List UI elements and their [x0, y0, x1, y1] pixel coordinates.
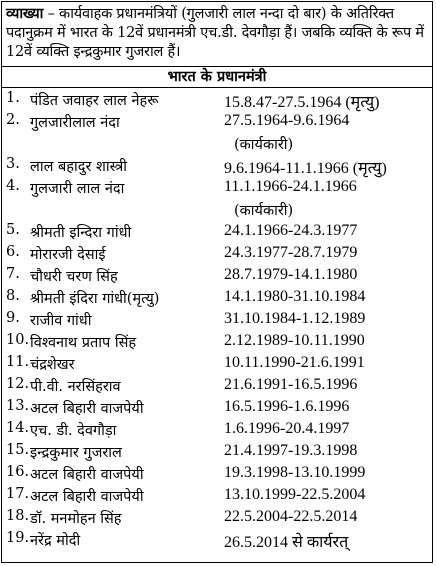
prime-minister-list: [6, 90, 432, 552]
term-note: (कार्यकारी): [234, 137, 294, 153]
pm-name: पंडित जवाहर लाल नेहरू: [30, 93, 159, 109]
pm-name: पी.वी. नरसिंहराव: [30, 379, 121, 395]
item-number: 18.: [6, 508, 30, 524]
term-dates: 13.10.1999-22.5.2004: [224, 486, 366, 503]
item-number: 10.: [6, 332, 30, 348]
pm-name: अटल बिहारी वाजपेयी: [30, 489, 144, 505]
pm-name: विश्वनाथ प्रताप सिंह: [30, 335, 137, 351]
intro-text: – कार्यवाहक प्रधानमंत्रियों (गुलजारी लाल नन्दा दो बार) के अतिरिक्त पदानुक्रम में भारत के 12वें प्रधानमंत्री एच.डी. देवगौड़ा हैं। जबकि व्यक्ति के रूप में 12वें व्यक्ति इन्द्रकुमार गुजराल हैं।: [6, 6, 424, 60]
item-number: 3.: [6, 156, 20, 172]
list-item: [6, 266, 432, 288]
item-number: 6.: [6, 244, 20, 260]
pm-name: चौधरी चरण सिंह: [30, 269, 118, 285]
item-number: 12.: [6, 376, 30, 392]
term-dates: 26.5.2014 से कार्यरत्: [224, 534, 349, 551]
list-item: [6, 244, 432, 266]
term-dates: 19.3.1998-13.10.1999: [224, 464, 366, 481]
item-number: 2.: [6, 112, 20, 128]
pm-name: श्रीमती इंदिरा गांधी(मृत्यु): [30, 291, 160, 307]
list-item: [6, 508, 432, 530]
list-item: [6, 288, 432, 310]
pm-name: अटल बिहारी वाजपेयी: [30, 401, 144, 417]
list-item: [6, 376, 432, 398]
pm-name: इन्द्रकुमार गुजराल: [30, 445, 122, 461]
item-number: 8.: [6, 288, 20, 304]
item-number: 16.: [6, 464, 30, 480]
term-dates: 27.5.1964-9.6.1964: [224, 112, 350, 129]
item-number: 13.: [6, 398, 30, 414]
list-item: [6, 486, 432, 508]
item-number: 19.: [6, 530, 30, 546]
pm-name: मोरारजी देसाई: [30, 247, 106, 263]
pm-name: गुलजारी लाल नंदा: [30, 181, 125, 197]
list-item: [6, 222, 432, 244]
term-dates: 28.7.1979-14.1.1980: [224, 266, 358, 283]
list-item: [6, 332, 432, 354]
item-number: 11.: [6, 354, 30, 370]
list-item: [6, 112, 432, 156]
pm-name: श्रीमती इन्दिरा गांधी: [30, 225, 132, 241]
list-item: [6, 398, 432, 420]
intro-lead: व्याख्या: [6, 5, 44, 22]
list-item: [6, 310, 432, 332]
term-dates: 21.6.1991-16.5.1996: [224, 376, 358, 393]
list-item: [6, 90, 432, 112]
pm-name: चंद्रशेखर: [30, 357, 75, 373]
item-number: 17.: [6, 486, 30, 502]
pm-name: राजीव गांधी: [30, 313, 92, 329]
pm-name: अटल बिहारी वाजपेयी: [30, 467, 144, 483]
term-dates: 24.1.1966-24.3.1977: [224, 222, 358, 239]
term-dates: 22.5.2004-22.5.2014: [224, 508, 358, 525]
intro-paragraph: [6, 4, 430, 62]
term-note: (कार्यकारी): [234, 203, 294, 219]
divider-bottom: [1, 87, 433, 88]
item-number: 5.: [6, 222, 20, 238]
list-item: [6, 354, 432, 376]
list-item: [6, 178, 432, 222]
pm-name: डॉ. मनमोहन सिंह: [30, 511, 122, 527]
term-dates: 1.6.1996-20.4.1997: [224, 420, 350, 437]
pm-name: नरेंद्र मोदी: [30, 533, 81, 549]
term-dates: 15.8.47-27.5.1964 (मृत्यु): [224, 94, 380, 111]
term-dates: 14.1.1980-31.10.1984: [224, 288, 366, 305]
item-number: 1.: [6, 90, 20, 106]
term-dates: 2.12.1989-10.11.1990: [224, 332, 365, 349]
list-item: [6, 420, 432, 442]
item-number: 4.: [6, 178, 20, 194]
list-item: [6, 156, 432, 178]
item-number: 9.: [6, 310, 20, 326]
term-dates: 16.5.1996-1.6.1996: [224, 398, 350, 415]
pm-name: लाल बहादुर शास्त्री: [30, 159, 128, 175]
item-number: 7.: [6, 266, 20, 282]
term-dates: 10.11.1990-21.6.1991: [224, 354, 365, 371]
item-number: 14.: [6, 420, 30, 436]
list-item: [6, 530, 432, 552]
item-number: 15.: [6, 442, 30, 458]
section-title: भारत के प्रधानमंत्री: [167, 68, 267, 85]
term-dates: 11.1.1966-24.1.1966: [224, 178, 357, 195]
pm-name: गुलजारीलाल नंदा: [30, 115, 120, 131]
term-dates: 24.3.1977-28.7.1979: [224, 244, 358, 261]
term-dates: 9.6.1964-11.1.1966 (मृत्यु): [224, 160, 387, 177]
term-dates: 21.4.1997-19.3.1998: [224, 442, 358, 459]
list-item: [6, 442, 432, 464]
list-item: [6, 464, 432, 486]
term-dates: 31.10.1984-1.12.1989: [224, 310, 366, 327]
pm-name: एच. डी. देवगौड़ा: [30, 423, 117, 439]
